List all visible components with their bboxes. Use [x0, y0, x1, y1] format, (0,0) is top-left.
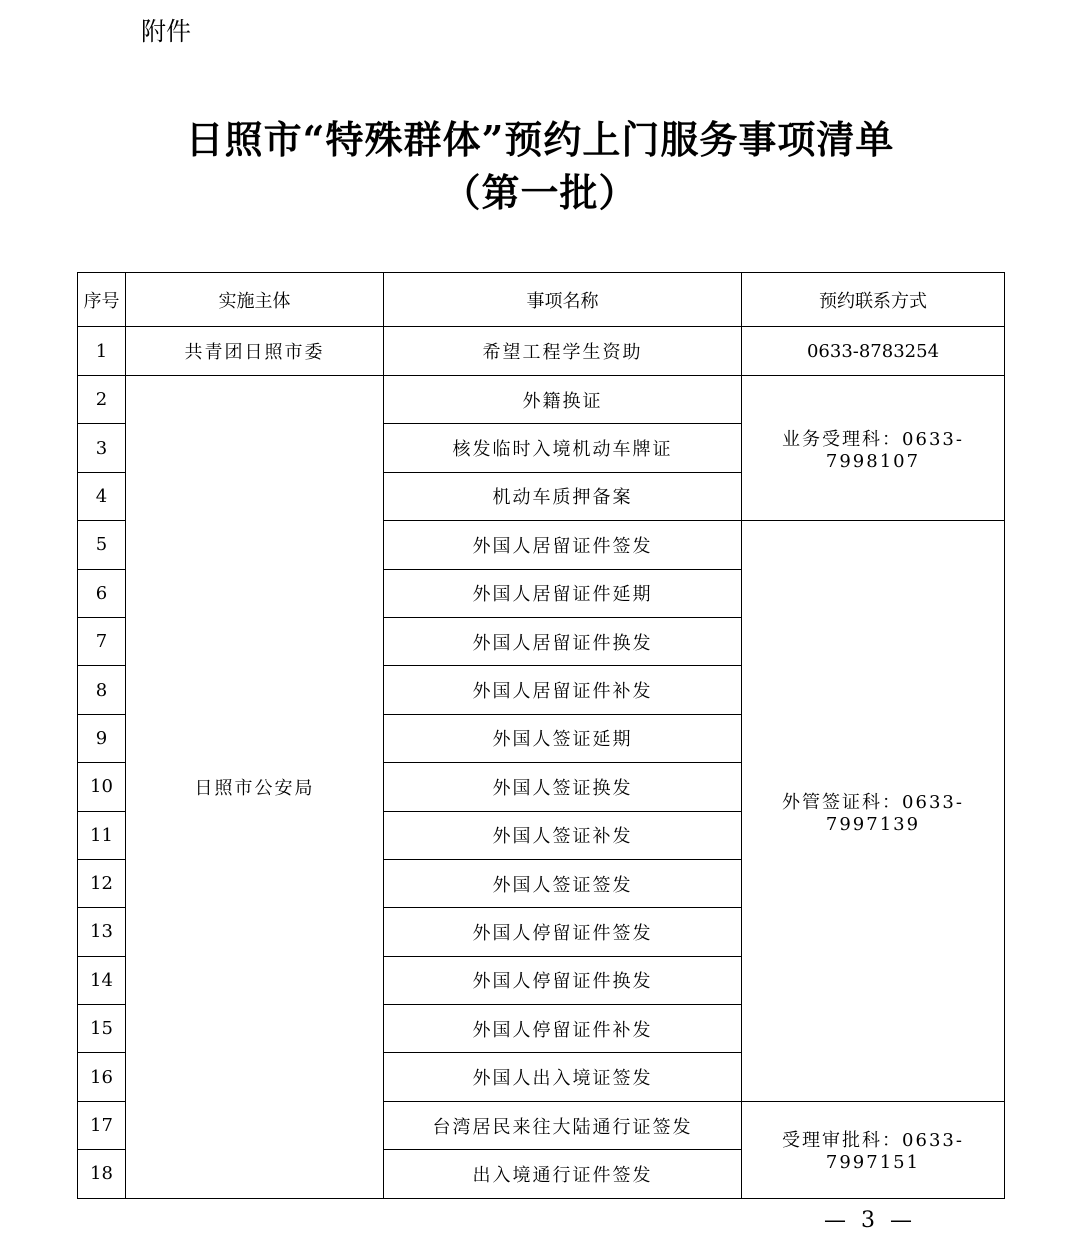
- row-number: 8: [78, 666, 126, 714]
- implementing-entity: 日照市公安局: [126, 376, 384, 1199]
- item-name: 外籍换证: [384, 376, 742, 424]
- item-name: 希望工程学生资助: [384, 327, 742, 376]
- item-name: 核发临时入境机动车牌证: [384, 424, 742, 472]
- row-number: 1: [78, 327, 126, 376]
- item-name: 外国人停留证件签发: [384, 908, 742, 956]
- implementing-entity: 共青团日照市委: [126, 327, 384, 376]
- document-subtitle-batch: （第一批）: [442, 170, 638, 215]
- document-title: 日照市“特殊群体”预约上门服务事项清单: [185, 117, 895, 162]
- item-name: 外国人签证换发: [384, 763, 742, 811]
- table-header-row: [78, 273, 1005, 327]
- row-number: 11: [78, 811, 126, 859]
- item-name: 外国人签证补发: [384, 811, 742, 859]
- row-number: 15: [78, 1005, 126, 1053]
- item-name: 外国人居留证件换发: [384, 617, 742, 665]
- contact-info: 业务受理科：0633-7998107: [742, 376, 1005, 521]
- service-items-table: [77, 272, 1005, 1199]
- row-number: 14: [78, 956, 126, 1004]
- item-name: 外国人出入境证签发: [384, 1053, 742, 1101]
- row-number: 18: [78, 1150, 126, 1198]
- page-number: — 3 —: [824, 1208, 916, 1233]
- item-name: 机动车质押备案: [384, 472, 742, 520]
- item-name: 出入境通行证件签发: [384, 1150, 742, 1198]
- row-number: 3: [78, 424, 126, 472]
- contact-info: 外管签证科：0633-7997139: [742, 521, 1005, 1102]
- row-number: 7: [78, 617, 126, 665]
- row-number: 13: [78, 908, 126, 956]
- item-name: 外国人停留证件换发: [384, 956, 742, 1004]
- row-number: 5: [78, 521, 126, 569]
- row-number: 9: [78, 714, 126, 762]
- contact-info: 0633-8783254: [742, 327, 1005, 376]
- row-number: 2: [78, 376, 126, 424]
- row-number: 10: [78, 763, 126, 811]
- item-name: 外国人签证签发: [384, 859, 742, 907]
- item-name: 外国人居留证件签发: [384, 521, 742, 569]
- header-contact: 预约联系方式: [742, 273, 1005, 327]
- row-number: 17: [78, 1101, 126, 1149]
- header-item-name: 事项名称: [384, 273, 742, 327]
- item-name: 台湾居民来往大陆通行证签发: [384, 1101, 742, 1149]
- row-number: 6: [78, 569, 126, 617]
- item-name: 外国人居留证件延期: [384, 569, 742, 617]
- contact-info: 受理审批科：0633-7997151: [742, 1101, 1005, 1198]
- row-number: 12: [78, 859, 126, 907]
- header-sequence: 序号: [78, 273, 126, 327]
- row-number: 16: [78, 1053, 126, 1101]
- attachment-label: 附件: [141, 17, 192, 46]
- table-row: [78, 376, 1005, 424]
- item-name: 外国人居留证件补发: [384, 666, 742, 714]
- table-row: [78, 327, 1005, 376]
- item-name: 外国人签证延期: [384, 714, 742, 762]
- row-number: 4: [78, 472, 126, 520]
- header-implementing-entity: 实施主体: [126, 273, 384, 327]
- item-name: 外国人停留证件补发: [384, 1005, 742, 1053]
